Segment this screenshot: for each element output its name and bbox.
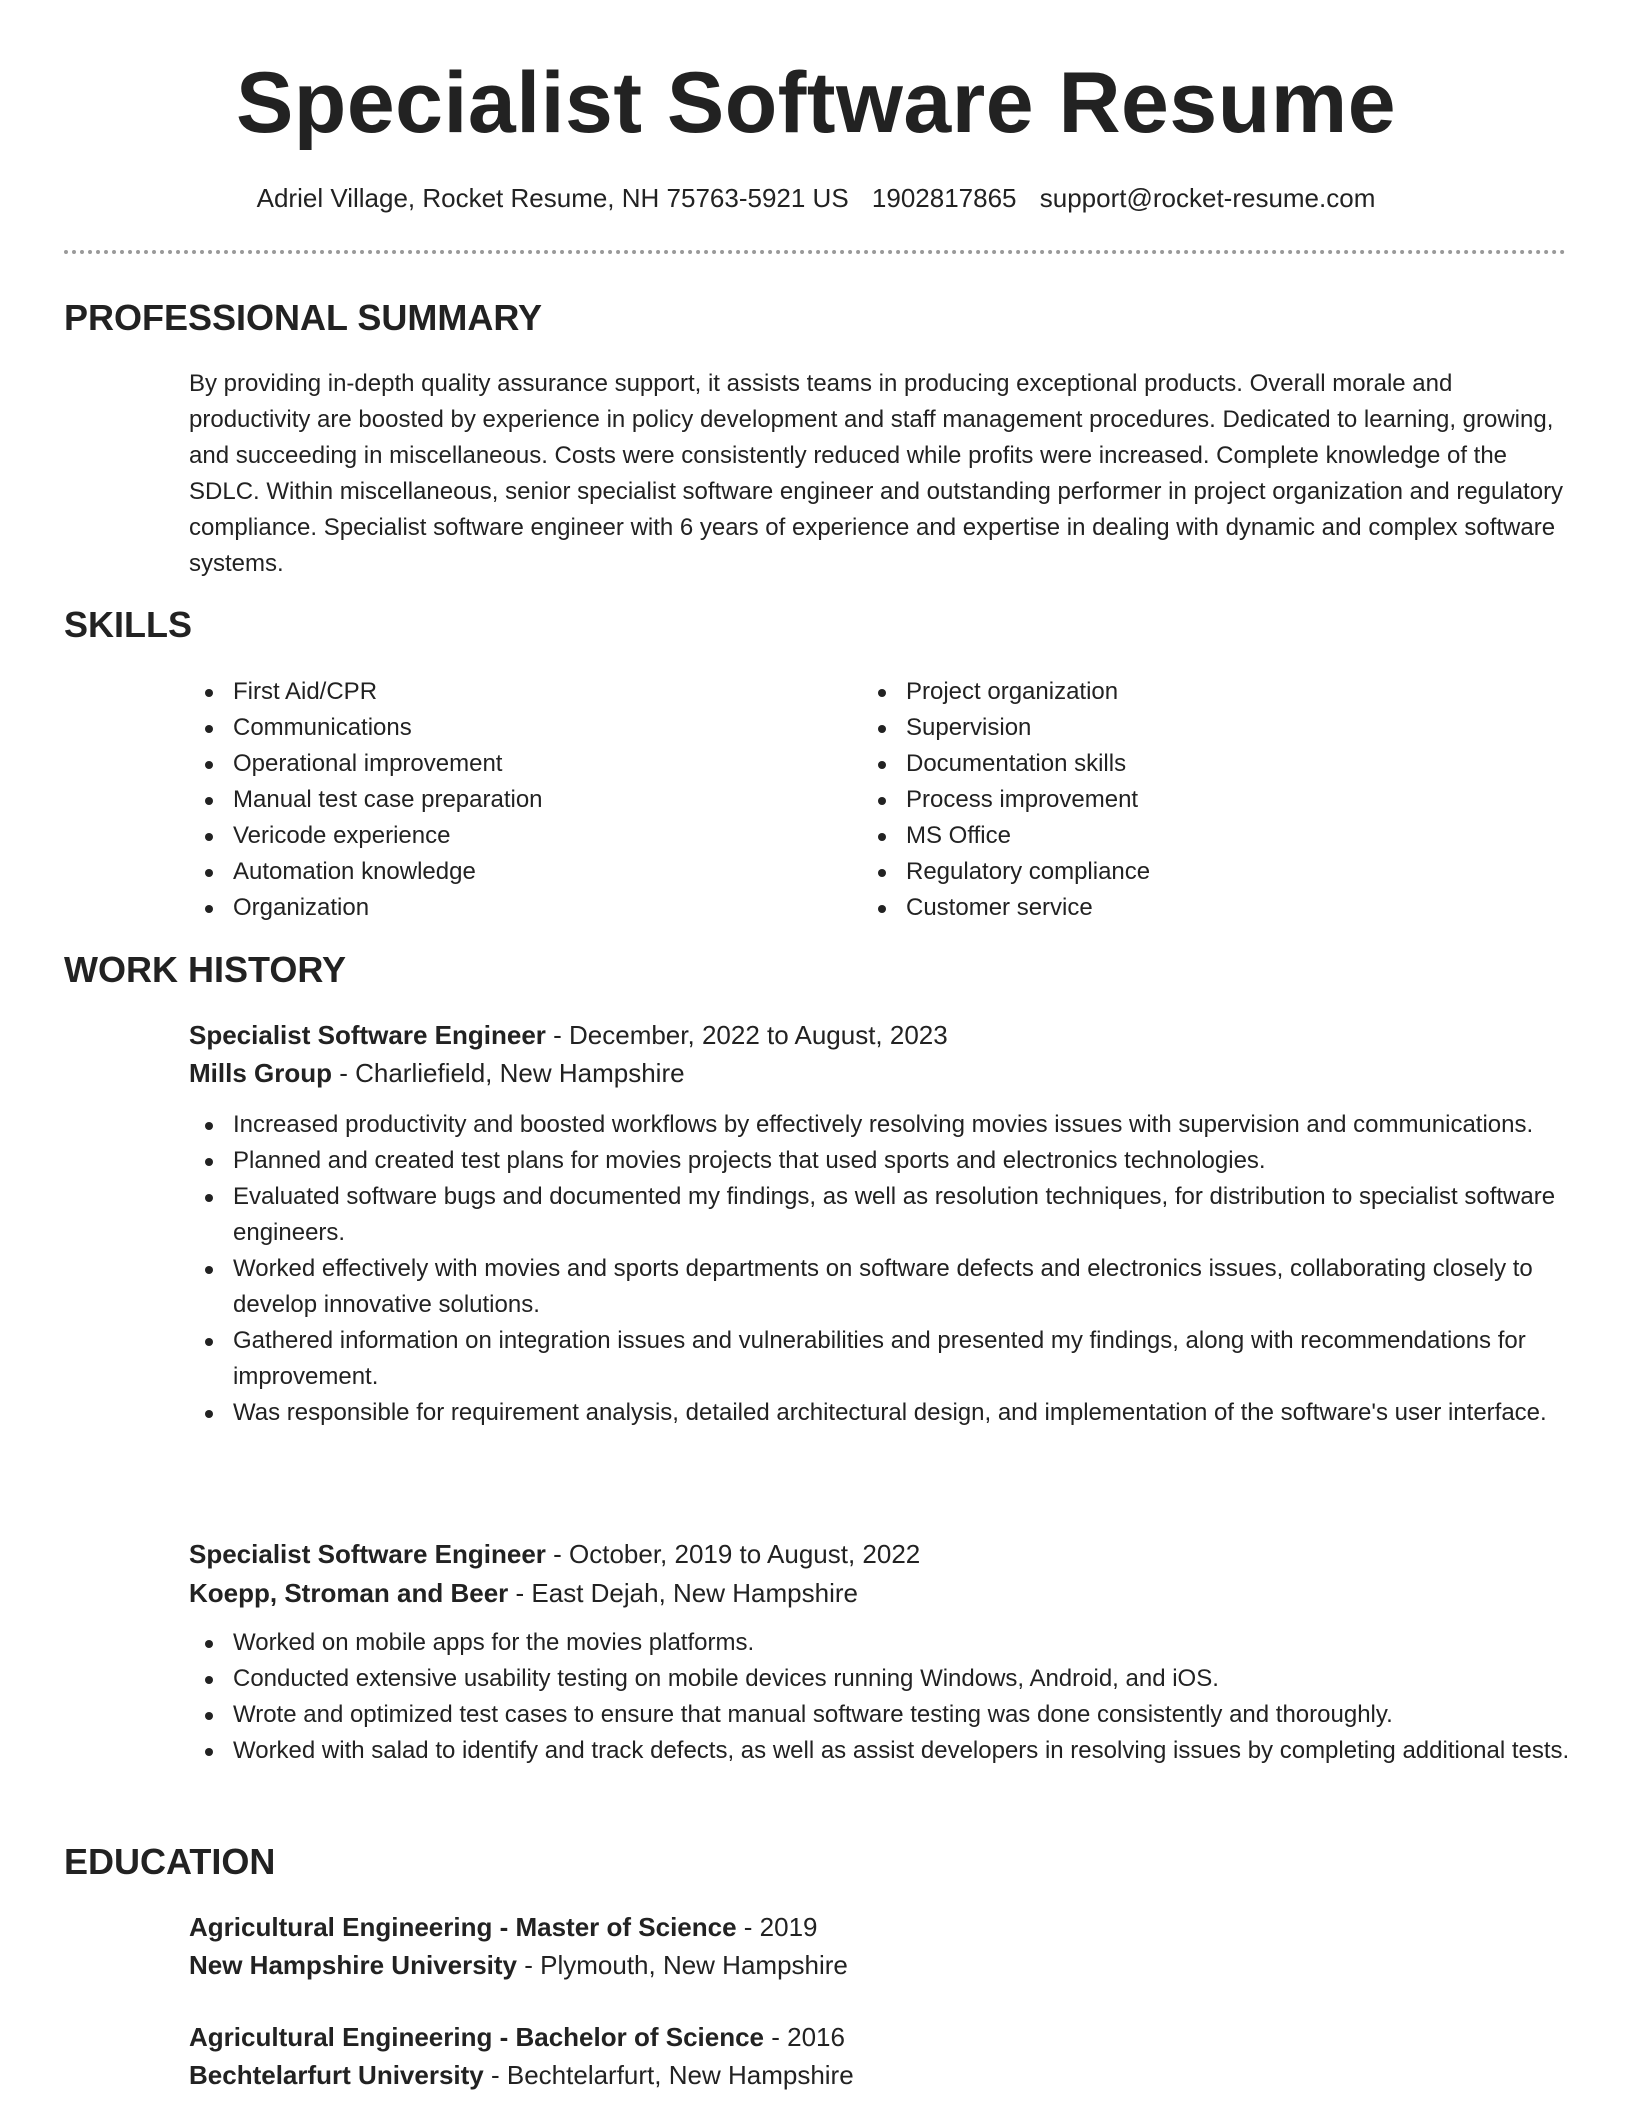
job-bullet: Worked on mobile apps for the movies platforms. [189,1625,1579,1661]
skill-item: Project organization [862,674,1502,710]
resume-title: Specialist Software Resume [235,55,1397,151]
skill-item: Documentation skills [862,746,1502,782]
degree-name: Agricultural Engineering - Bachelor of Science [189,2022,765,2052]
contact-line [0,180,1632,216]
job-bullet: Worked with salad to identify and track defects, as well as assist developers in resolving issues by completing additional tests. [189,1733,1579,1769]
job-dates: - October, 2019 to August, 2022 [545,1539,921,1569]
job-dates: - December, 2022 to August, 2023 [545,1020,948,1050]
school-location: - Bechtelarfurt, New Hampshire [483,2060,854,2090]
skill-item: Supervision [862,710,1502,746]
job-title-line [189,1535,920,1573]
job-bullets [189,1625,1579,1769]
job-bullet: Increased productivity and boosted workflows by effectively resolving movies issues with supervision and communications. [189,1107,1579,1143]
school-location: - Plymouth, New Hampshire [517,1950,848,1980]
job-bullet: Was responsible for requirement analysis, detailed architectural design, and implementation of the software's user interface. [189,1395,1579,1431]
job-company-line [189,1574,858,1612]
skill-item: Operational improvement [189,746,829,782]
contact-address: Adriel Village, Rocket Resume, NH 75763-5921 US [256,183,849,213]
skills-list-right [862,674,1502,926]
degree-line [189,1908,818,1946]
job-bullet: Wrote and optimized test cases to ensure that manual software testing was done consistently and thoroughly. [189,1697,1579,1733]
job-company-line [189,1054,685,1092]
contact-email: support@rocket-resume.com [1039,183,1376,213]
school-line [189,1946,848,1984]
degree-year: - 2016 [764,2022,845,2052]
degree-year: - 2019 [736,1912,818,1942]
contact-phone: 1902817865 [871,183,1017,213]
skill-item: Vericode experience [189,818,829,854]
skill-item: Customer service [862,890,1502,926]
skill-item: Manual test case preparation [189,782,829,818]
skill-item: First Aid/CPR [189,674,829,710]
job-title: Specialist Software Engineer [189,1539,546,1569]
degree-line [189,2018,845,2056]
school-name: New Hampshire University [189,1950,518,1980]
education-heading: EDUCATION [64,1841,276,1882]
skill-item: Process improvement [862,782,1502,818]
job-bullets [189,1107,1579,1431]
job-company: Koepp, Stroman and Beer [189,1578,509,1608]
job-bullet: Evaluated software bugs and documented my findings, as well as resolution techniques, for distribution to specialist software engineers. [189,1179,1579,1251]
work-heading: WORK HISTORY [64,949,347,990]
job-title: Specialist Software Engineer [189,1020,546,1050]
job-bullet: Conducted extensive usability testing on mobile devices running Windows, Android, and iOS. [189,1661,1579,1697]
job-company: Mills Group [189,1058,332,1088]
job-location: - East Dejah, New Hampshire [508,1578,858,1608]
job-location: - Charliefield, New Hampshire [332,1058,685,1088]
skill-item: Regulatory compliance [862,854,1502,890]
summary-text: By providing in-depth quality assurance support, it assists teams in producing exceptional products. Overall morale and productivity are boosted by experience in policy development and staff management procedures. Dedicated to learning, growing, and succeeding in miscellaneous. Costs were consistently reduced while profits were increased. Complete knowledge of the SDLC. Within miscellaneous, senior specialist software engineer and outstanding performer in project organization and regulatory compliance. Specialist software engineer with 6 years of experience and expertise in dealing with dynamic and complex software systems. [189,370,1564,577]
skills-heading: SKILLS [64,604,193,645]
skill-item: Automation knowledge [189,854,829,890]
school-line [189,2056,854,2094]
job-bullet: Worked effectively with movies and sports departments on software defects and electronics issues, collaborating closely to develop innovative solutions. [189,1251,1579,1323]
skill-item: Organization [189,890,829,926]
school-name: Bechtelarfurt University [189,2060,484,2090]
job-title-line [189,1016,948,1054]
skills-list-left [189,674,829,926]
skill-item: MS Office [862,818,1502,854]
skill-item: Communications [189,710,829,746]
job-bullet: Gathered information on integration issues and vulnerabilities and presented my findings, along with recommendations for improvement. [189,1323,1579,1395]
summary-heading: PROFESSIONAL SUMMARY [64,297,543,338]
header-divider [64,250,1566,254]
job-bullet: Planned and created test plans for movies projects that used sports and electronics technologies. [189,1143,1579,1179]
degree-name: Agricultural Engineering - Master of Science [189,1912,737,1942]
